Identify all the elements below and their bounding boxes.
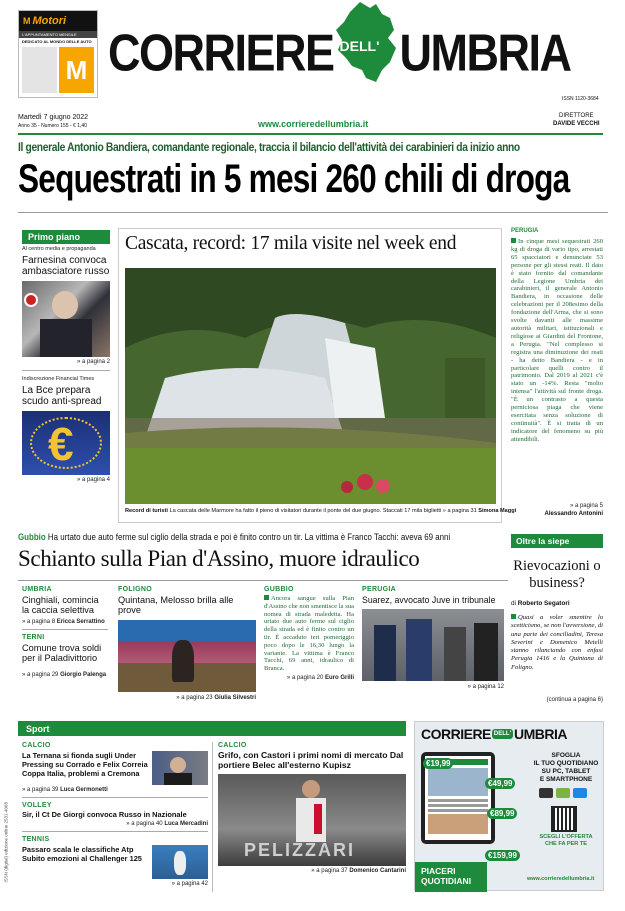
- ad-line4: E SMARTPHONE: [539, 776, 593, 783]
- waterfall-photo: [125, 268, 496, 504]
- siepe-title[interactable]: Rievocazioni o business?: [513, 558, 601, 591]
- s1-author: Luca Germonetti: [60, 787, 108, 793]
- lead-kicker: Il generale Antonio Bandiera, comandante regionale, traccia il bilancio dell'attività dei carabinieri da inizio anno: [18, 140, 520, 154]
- c3-body: [264, 595, 354, 673]
- s2-ref-text: a pagina 40: [131, 821, 163, 827]
- sport-left: [22, 742, 208, 887]
- c4-sec: PERUGIA: [362, 586, 396, 593]
- s4-ref: » a pagina 37 Domenico Cantarini: [311, 868, 406, 875]
- motori-sub2: DEDICATO AL MONDO DELLE AUTO: [22, 39, 92, 44]
- s3-ref-text: a pagina 42: [176, 881, 208, 887]
- second-kicker-place: Gubbio: [18, 532, 46, 542]
- s4-photo: [218, 774, 406, 866]
- lead-ref-text: a pagina 5: [574, 503, 603, 509]
- lead-body: [511, 238, 603, 500]
- s4-ref-text: a pagina 37: [316, 868, 348, 875]
- col-gubbio: [264, 586, 354, 681]
- c3-ref: » a pagina 20 Euro Grilli: [286, 674, 354, 681]
- lead-author: Alessandro Antonini: [544, 511, 603, 517]
- c1-ref: » a pagina 8 Ericca Serrattino: [22, 618, 105, 625]
- c3-body-text: Ancora sangue sulla Pian d'Assino che non smentisce la sua nomea di strada maledetta. Ha urtato due auto ferme sul ciglio della strada ed è finito contro un tir. È accaduto ieri pomeriggio poco dopo le 16,30 lungo la variante. La vittima è Franco Tacchi, 69 anni, idraulico di Branca.: [264, 595, 354, 673]
- caption-ref-text: a pagina 31: [447, 508, 477, 514]
- c4-photo: [362, 609, 504, 681]
- c1b-ref: » a pagina 29 Giorgio Palenga: [22, 671, 107, 678]
- pp1-photo: [22, 281, 110, 357]
- title-left: CORRIERE: [108, 23, 334, 82]
- s1-ref-text: a pagina 39: [27, 787, 59, 793]
- c1-author: Ericca Serrattino: [56, 618, 105, 625]
- c1b-sec: TERNI: [22, 633, 45, 641]
- s2-title[interactable]: Sir, il Ct De Giorgi convoca Russo in Nazionale: [22, 810, 187, 819]
- masthead-rule: [18, 133, 603, 135]
- pp1-sub: Al centro media e propaganda: [22, 246, 96, 252]
- sport-label: Sport: [18, 721, 406, 736]
- masthead-title[interactable]: [108, 18, 600, 88]
- s4-sec: CALCIO: [218, 742, 247, 749]
- photo-story-headline[interactable]: Cascata, record: 17 mila visite nel week end: [125, 233, 457, 254]
- ad-line3: SU PC, TABLET: [541, 768, 591, 775]
- ad-offer2: CHE FA PER TE: [544, 841, 588, 847]
- s1-title[interactable]: La Ternana si fionda sugli Under Pressing su Corrado e Felix Correia Coppa Italia, problemi a Cremona: [22, 751, 148, 778]
- c1b-ref-text: a pagina 29: [27, 671, 59, 678]
- sport-divider: [212, 742, 213, 892]
- c2-sec: FOLIGNO: [118, 586, 152, 593]
- c3-author: Euro Grilli: [324, 674, 354, 681]
- col-umbria: [22, 586, 108, 678]
- ad-price-1: €19,99: [423, 758, 453, 769]
- pp2-photo: €: [22, 411, 110, 475]
- lead-location: PERUGIA: [511, 228, 539, 234]
- c3-sec: GUBBIO: [264, 586, 294, 593]
- s4-photo-text: PELIZZARI: [244, 840, 355, 861]
- second-rule: [18, 580, 508, 581]
- pp2-ref: » a pagina 4: [76, 477, 110, 483]
- s1-ref: » a pagina 39 Luca Germonetti: [22, 787, 108, 793]
- ad-line2: IL TUO QUOTIDIANO: [533, 760, 599, 767]
- second-headline[interactable]: Schianto sulla Pian d'Assino, muore idraulico: [18, 546, 420, 571]
- caption-ref: » a pagina 31 Simona Maggi: [442, 508, 517, 514]
- ad-url[interactable]: www.corrieredellumbria.it: [527, 876, 595, 882]
- c1-ref-text: a pagina 8: [27, 618, 56, 625]
- siepe-ref: (continua a pagina 6): [546, 697, 603, 703]
- s1-photo: [152, 751, 208, 785]
- c1b-author: Giorgio Palenga: [60, 671, 107, 678]
- c2-ref-text: a pagina 23: [181, 694, 213, 701]
- title-dell: DELL': [339, 38, 380, 54]
- apple-icon: [539, 788, 553, 798]
- siepe-author: Roberto Segatori: [517, 600, 570, 607]
- siepe-author-prefix: di: [511, 600, 516, 607]
- siepe-label: Oltre la siepe: [511, 534, 603, 548]
- col-perugia: [362, 586, 504, 690]
- subscription-ad[interactable]: [414, 721, 604, 891]
- caption-author: Simona Maggi: [478, 508, 517, 514]
- motori-logo: Motori: [32, 15, 67, 27]
- s3-sec: TENNIS: [22, 836, 50, 843]
- ad-price-4: €159,99: [485, 850, 520, 861]
- c2-title[interactable]: Quintana, Melosso brilla alle prove: [118, 595, 234, 616]
- pp1-title[interactable]: Farnesina convoca ambasciatore russo: [22, 255, 110, 277]
- ad-price-3: €89,99: [487, 808, 517, 819]
- ad-offer: [533, 834, 599, 848]
- pp1-ref-text: a pagina 2: [81, 359, 110, 365]
- c2-ref: » a pagina 23 Giulia Silvestri: [176, 694, 256, 701]
- pp2-ref-text: a pagina 4: [81, 477, 110, 483]
- s4-author: Domenico Cantarini: [349, 868, 406, 875]
- s3-ref: » a pagina 42: [171, 881, 208, 887]
- motori-sub1: L'APPUNTAMENTO MENSILE: [19, 31, 97, 38]
- spine-text: ISSN (digital) edizione online 2531-4068: [3, 801, 9, 883]
- c4-ref: » a pagina 12: [467, 684, 504, 691]
- ad-price-2: €49,99: [485, 778, 515, 789]
- windows-icon: [573, 788, 587, 798]
- ad-brand: [415, 722, 603, 742]
- director-label: DIRETTORE: [559, 113, 594, 119]
- primo-piano-label: Primo piano: [22, 230, 110, 244]
- ad-brand-left: CORRIERE: [421, 726, 491, 742]
- sport-right: [218, 742, 406, 874]
- s2-author: Luca Mercadini: [164, 821, 208, 827]
- waterfall-image: [125, 268, 496, 504]
- s1-sec: CALCIO: [22, 742, 51, 749]
- android-icon: [556, 788, 570, 798]
- lead-rule: [18, 212, 608, 213]
- caption-text: La cascata delle Marmore ha fatto il pieno di visitatori durante il ponte del due giugno. Staccati 17 mila biglietti: [169, 508, 442, 514]
- issn: ISSN 1120-3684: [562, 96, 599, 102]
- ad-piaceri1: PIACERI: [421, 866, 456, 876]
- s3-title[interactable]: Passaro scala le classifiche Atp Subito emozioni al Challenger 125: [22, 845, 142, 863]
- c1-sec: UMBRIA: [22, 586, 52, 593]
- siepe-body-text: Quasi a voler smentire lo scetticismo, se non l'avversione, di una parte dei conciliadini, Teresa Severini e Domenico Metelli stanno rilanciando con enfasi Perugia 1416 e la Quintana di Foligno.: [511, 614, 603, 671]
- c3-ref-text: a pagina 20: [291, 674, 324, 681]
- s2-sec: VOLLEY: [22, 802, 52, 809]
- ad-offer1: SCEGLI L'OFFERTA: [539, 834, 593, 840]
- pp2-title[interactable]: La Bce prepara scudo anti-spread: [22, 385, 102, 407]
- pp2-sub: Indiscrezione Financial Times: [22, 376, 95, 382]
- ad-line1: SFOGLIA: [551, 752, 581, 759]
- lead-ref: » a pagina 5: [569, 503, 603, 509]
- second-kicker-text: Ha urtato due auto ferme sul ciglio della strada e poi è finito contro un tir. La vittima è Franco Tacchi: aveva 69 anni: [47, 532, 451, 542]
- ad-copy: [533, 752, 599, 784]
- c4-ref-text: a pagina 12: [472, 684, 504, 691]
- c1-title[interactable]: Cinghiali, comincia la caccia selettiva: [22, 595, 99, 616]
- ad-piaceri2: QUOTIDIANI: [421, 876, 472, 886]
- umbria-map: [332, 10, 402, 96]
- website-link[interactable]: www.corrieredellumbria.it: [258, 119, 369, 129]
- date-line: [18, 113, 88, 131]
- col-foligno: [118, 586, 256, 701]
- pp1-ref: » a pagina 2: [76, 359, 110, 365]
- ad-brand-dell: DELL': [493, 731, 511, 737]
- primo-piano-col: [22, 246, 110, 483]
- c2-photo: [118, 620, 256, 692]
- c1b-title[interactable]: Comune trova soldi per il Paladivittorio: [22, 642, 102, 664]
- c4-title[interactable]: Suarez, avvocato Juve in tribunale: [362, 595, 496, 605]
- siepe-body: [511, 614, 603, 672]
- qr-code-icon: [553, 808, 575, 830]
- s3-photo: [152, 845, 208, 879]
- c2-author: Giulia Silvestri: [214, 694, 256, 701]
- ad-brand-right: UMBRIA: [514, 726, 567, 742]
- lead-body-text: In cinque mesi sequestrati 260 kg di droga di vario tipo, arrestati 65 spacciatori e denunciate 53 persone per gli stessi reati. Il dato è stato fornito dal comandante della Legione Umbria dei carabinieri, il generale Antonio Bandiera, in occasione delle celebrazioni per il 208esimo della fondazione dell'Arma, che si sono svolte davanti alle massime autorità militari, istituzionali e religiose ai Giardini del Frontone, a Perugia. "Nel complesso si registra una diminuzione dei reati - ha detto Bandiera - e in particolare quelli contro il patrimonio. Dal 2019 al 2021 c'è stato un -14%. Resta "molto intensa" l'attività sul fronte droga. "È un contrasto a questa perniciosa piaga che viene esercitata senza soluzione di continuità". È si tratta di un indicatore del fenomeno su più attendibili.: [511, 238, 603, 443]
- title-right: UMBRIA: [399, 23, 571, 82]
- siepe-byline: [511, 600, 603, 607]
- photo-caption: [125, 508, 517, 514]
- lead-headline[interactable]: Sequestrati in 5 mesi 260 chili di droga: [18, 157, 570, 201]
- second-kicker: [18, 532, 449, 542]
- motori-box[interactable]: M Motori L'APPUNTAMENTO MENSILE DEDICATO AL MONDO DELLE AUTO M: [18, 10, 98, 98]
- s2-ref: » a pagina 40 Luca Mercadini: [126, 821, 208, 827]
- director-name: DAVIDE VECCHI: [553, 121, 600, 127]
- caption-bold: Record di turisti: [125, 508, 168, 514]
- issue-info: Anno 35 - Numero 155 - € 1,40: [18, 123, 87, 129]
- director: [553, 112, 600, 128]
- store-badges: [539, 788, 587, 798]
- s4-title[interactable]: Grifo, con Castori i primi nomi di mercato Dal portiere Belec all'esterno Kupisz: [218, 750, 404, 771]
- ad-piaceri: [415, 862, 487, 892]
- date: Martedì 7 giugno 2022: [18, 114, 89, 121]
